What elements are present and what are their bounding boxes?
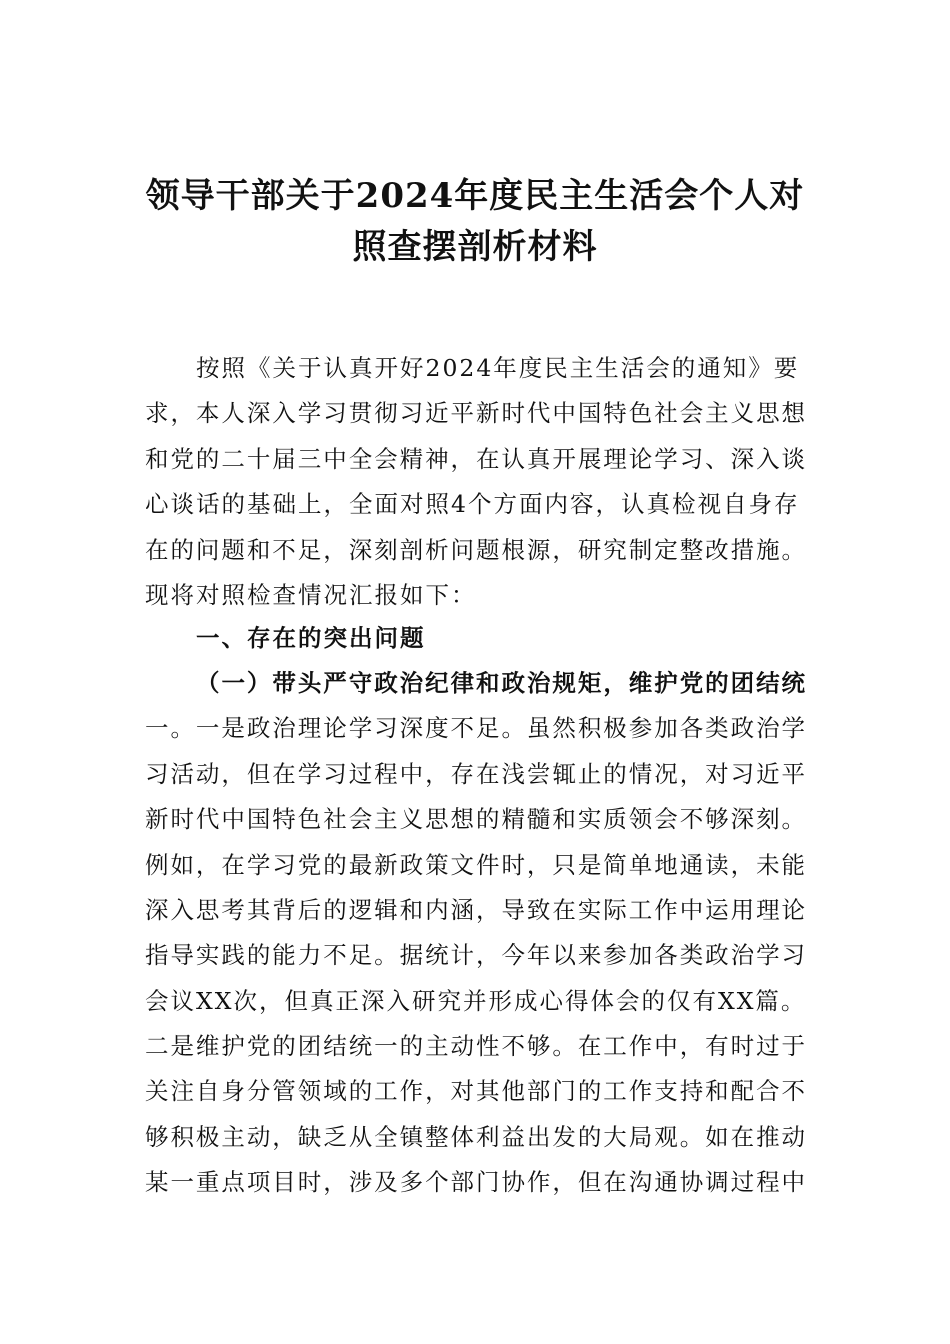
paragraph-line: 一。一是政治理论学习深度不足。虽然积极参加各类政治学 (145, 714, 807, 742)
paragraph-line: 某一重点项目时，涉及多个部门协作，但在沟通协调过程中 (145, 1168, 807, 1196)
paragraph-line: 例如，在学习党的最新政策文件时，只是简单地通读，未能 (145, 851, 807, 879)
paragraph-line: 求，本人深入学习贯彻习近平新时代中国特色社会主义思想 (145, 399, 807, 427)
paragraph-line: 会议XX次，但真正深入研究并形成心得体会的仅有XX篇。 (145, 987, 807, 1015)
paragraph-line: 深入思考其背后的逻辑和内涵，导致在实际工作中运用理论 (145, 896, 807, 924)
subsection-heading: （一）带头严守政治纪律和政治规矩，维护党的团结统 (196, 669, 807, 697)
document-title-line-1: 领导干部关于2024年度民主生活会个人对 (145, 176, 805, 216)
section-heading: 一、存在的突出问题 (196, 624, 426, 652)
paragraph-line: 指导实践的能力不足。据统计，今年以来参加各类政治学习 (145, 941, 807, 969)
paragraph-line: 和党的二十届三中全会精神，在认真开展理论学习、深入谈 (145, 445, 807, 473)
document-title-line-2: 照查摆剖析材料 (352, 227, 598, 267)
paragraph-line: 习活动，但在学习过程中，存在浅尝辄止的情况，对习近平 (145, 760, 807, 788)
paragraph-line: 新时代中国特色社会主义思想的精髓和实质领会不够深刻。 (145, 805, 807, 833)
paragraph-line: 二是维护党的团结统一的主动性不够。在工作中，有时过于 (145, 1032, 807, 1060)
paragraph-line: 关注自身分管领域的工作，对其他部门的工作支持和配合不 (145, 1077, 807, 1105)
paragraph-line: 在的问题和不足，深刻剖析问题根源，研究制定整改措施。 (145, 536, 807, 564)
paragraph-line: 按照《关于认真开好2024年度民主生活会的通知》要 (196, 354, 800, 382)
paragraph-line: 现将对照检查情况汇报如下： (145, 581, 477, 609)
paragraph-line: 心谈话的基础上，全面对照4个方面内容，认真检视自身存 (145, 490, 800, 518)
paragraph-line: 够积极主动，缺乏从全镇整体利益出发的大局观。如在推动 (145, 1123, 807, 1151)
